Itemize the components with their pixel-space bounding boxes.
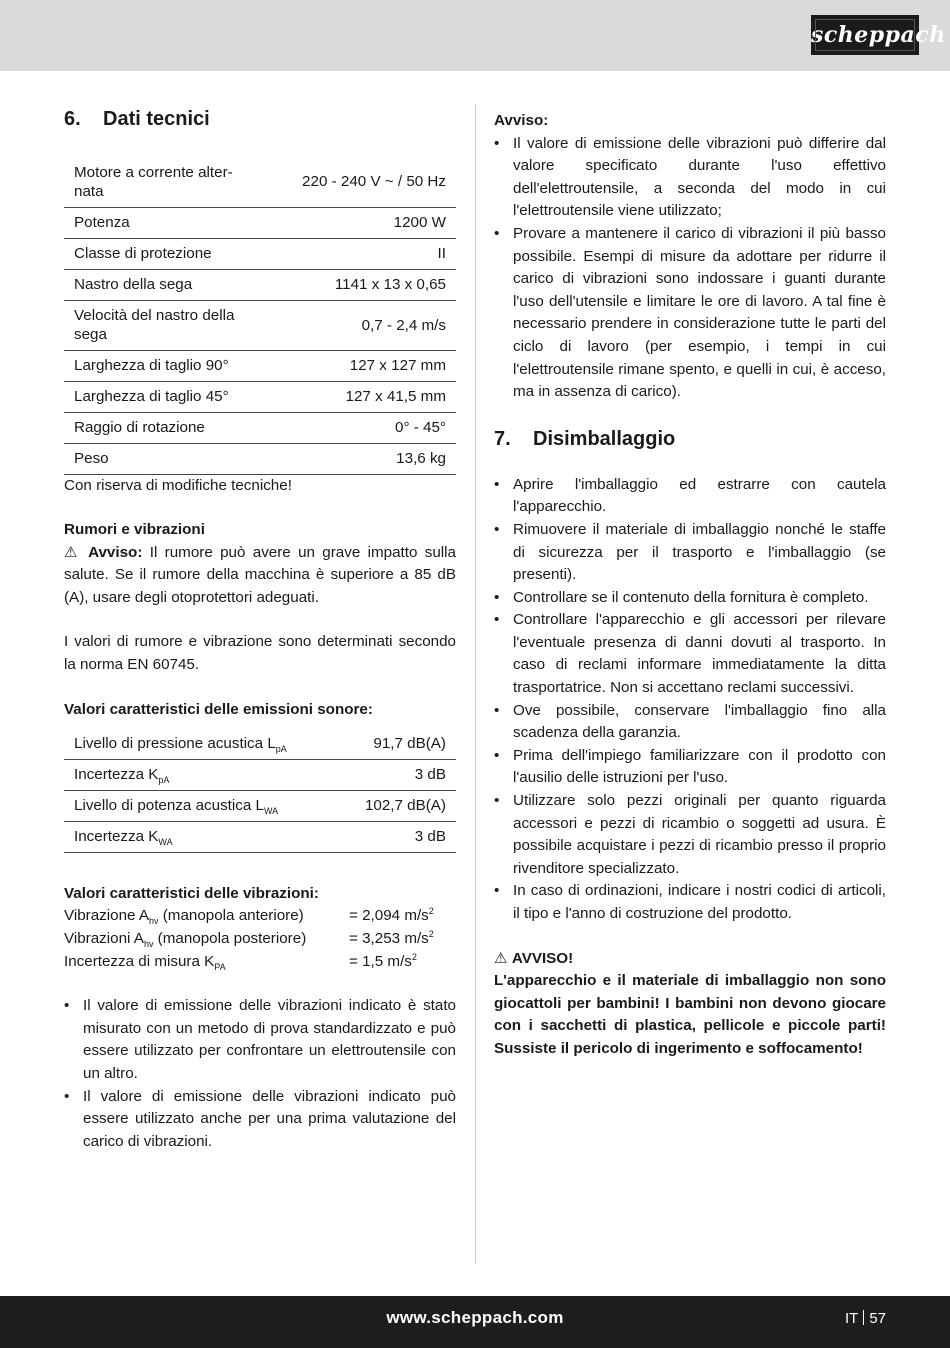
spec-value: 127 x 127 mm [254,350,456,381]
warning-triangle-icon: ⚠ [64,543,81,561]
vibration-heading: Valori caratteristici delle vibrazioni: [64,884,319,902]
spec-value: 220 - 240 V ~ / 50 Hz [254,157,456,207]
warning-triangle-icon: ⚠ [494,949,508,967]
spec-label: Classe di protezione [64,238,254,269]
spec-label: Raggio di rotazione [64,412,254,443]
spec-label: Motore a corrente alter-nata [64,157,254,207]
section-7-heading: 7. Disimballaggio [494,427,676,450]
vibration-row: Vibrazione $A_{hv}$ (manopola anteriore) = 2,094 $m/s^2$ [64,906,434,927]
header-bar [0,0,950,71]
list-item: • Il valore di emissione delle vibrazioni indicato è stato misurato con un metodo di prova standardizzato e può essere utilizzato per confrontare un elettroutensile con un altro. [64,995,456,1085]
table-row [64,207,456,238]
sound-value: 3 dB [337,821,456,852]
spec-value: 13,6 kg [254,443,456,474]
noise-warning: ⚠ Avviso: Il rumore può avere un grave impatto sulla salute. Se il rumore della macchina è superiore a 85 dB (A), usare degli otoprotettori adeguati. [64,543,456,606]
sound-label: Incertezza $K_{WA}$ [64,821,337,852]
footer-bar [0,1296,950,1348]
warning-title: ⚠ AVVISO! [494,949,574,967]
scheppach-logo: scheppach [811,15,919,55]
sound-label: Livello di potenza acustica $L_{WA}$ [64,790,337,821]
spec-value: 127 x 41,5 mm [254,381,456,412]
list-item: • Aprire l'imballaggio ed estrarre con cautela l'apparecchio. [494,474,886,519]
column-divider [475,104,476,1264]
sound-emission-table [64,728,456,853]
right-column [494,110,886,1061]
spec-label: Larghezza di taglio 90° [64,350,254,381]
vibration-row: Incertezza di misura $K_{PA}$ = 1,5 $m/s^2$ [64,951,417,972]
sound-label: Livello di pressione acustica $L_{pA}$ [64,728,337,759]
page-indicator [845,1310,886,1327]
notice-heading: Avviso: [494,112,549,129]
list-item: • Controllare se il contenuto della fornitura è completo. [494,587,886,610]
table-row [64,269,456,300]
vibration-row: Vibrazioni $A_{hv}$ (manopola posteriore) = 3,253 $m/s^2$ [64,928,434,949]
spec-label: Nastro della sega [64,269,254,300]
list-item: • Ove possibile, conservare l'imballaggio fino alla scadenza della garanzia. [494,700,886,745]
reserve-note: Con riserva di modifiche tecniche! [64,476,292,494]
spec-label: Velocità del nastro della sega [64,300,254,350]
list-item: • Rimuovere il materiale di imballaggio nonché le staffe di sicurezza per il trasporto e l'imballaggio (se presenti). [494,519,886,587]
spec-label: Peso [64,443,254,474]
table-row [64,300,456,350]
sound-label: Incertezza $K_{pA}$ [64,759,337,790]
warning-text: L'apparecchio e il materiale di imballaggio non sono giocattoli per bambini! I bambini non devono giocare con i sacchetti di plastica, pellicole e piccole parti! Sussiste il pericolo di ingerimento e soffocamento! [494,972,886,1057]
table-row [64,790,456,821]
table-row [64,238,456,269]
table-row [64,157,456,207]
unpacking-bullet-list [494,474,886,926]
section-6-heading: 6. Dati tecnici [64,108,210,130]
list-item: • Prima dell'impiego familiarizzare con il prodotto con l'ausilio delle istruzioni per l'uso. [494,745,886,790]
sound-value: 102,7 dB(A) [337,790,456,821]
table-row [64,728,456,759]
spec-value: 1200 W [254,207,456,238]
separator [863,1310,864,1325]
sound-value: 3 dB [337,759,456,790]
norm-text: I valori di rumore e vibrazione sono determinati secondo la norma EN 60745. [64,633,456,674]
sound-value: 91,7 dB(A) [337,728,456,759]
table-row [64,412,456,443]
table-row [64,443,456,474]
page-number: 57 [869,1310,886,1327]
list-item: • In caso di ordinazioni, indicare i nostri codici di articoli, il tipo e l'anno di costruzione del prodotto. [494,880,886,925]
noise-heading: Rumori e vibrazioni [64,521,205,539]
table-row [64,759,456,790]
technical-data-table [64,157,456,475]
list-item: • Controllare l'apparecchio e gli accessori per rilevare l'eventuale presenza di danni dovuti al trasporto. In caso di reclami informare immediatamente la ditta trasportatrice. Non si accettano reclami successivi. [494,609,886,699]
spec-value: 0,7 - 2,4 m/s [254,300,456,350]
spec-label: Larghezza di taglio 45° [64,381,254,412]
language-code: IT [844,1310,859,1327]
list-item: • Il valore di emissione delle vibrazioni indicato può essere utilizzato anche per una prima valutazione del carico di vibrazioni. [64,1086,456,1154]
list-item: • Utilizzare solo pezzi originali per quanto riguarda accessori e pezzi di ricambio o soggetti ad usura. È possibile acquistare i pezzi di ricambio presso il proprio rivenditore specializzato. [494,790,886,880]
table-row [64,381,456,412]
left-column [64,106,456,1153]
table-row [64,821,456,852]
sound-heading: Valori caratteristici delle emissioni sonore: [64,700,373,718]
website-url: www.scheppach.com [386,1308,564,1327]
spec-label: Potenza [64,207,254,238]
spec-value: 0° - 45° [254,412,456,443]
list-item: • Provare a mantenere il carico di vibrazioni il più basso possibile. Esempi di misure da adottare per ridurre il carico di vibrazioni sono indossare i guanti durante l'uso dell'utensile e limitare le ore di lavoro. A tal fine è necessario prendere in considerazione tutte le parti del ciclo di lavoro (per esempio, i tempi in cui l'elettroutensile rimane spento, e quelli in cui, è acceso, ma in assenza di carico). [494,223,886,404]
list-item: • Il valore di emissione delle vibrazioni può differire dal valore specificato durante l'uso effettivo dell'elettroutensile, a seconda del modo in cui l'elettroutensile viene utilizzato; [494,133,886,223]
vibration-bullet-list [64,995,456,1153]
spec-value: 1141 x 13 x 0,65 [254,269,456,300]
notice-bullet-list [494,133,886,404]
table-row [64,350,456,381]
spec-value: II [254,238,456,269]
